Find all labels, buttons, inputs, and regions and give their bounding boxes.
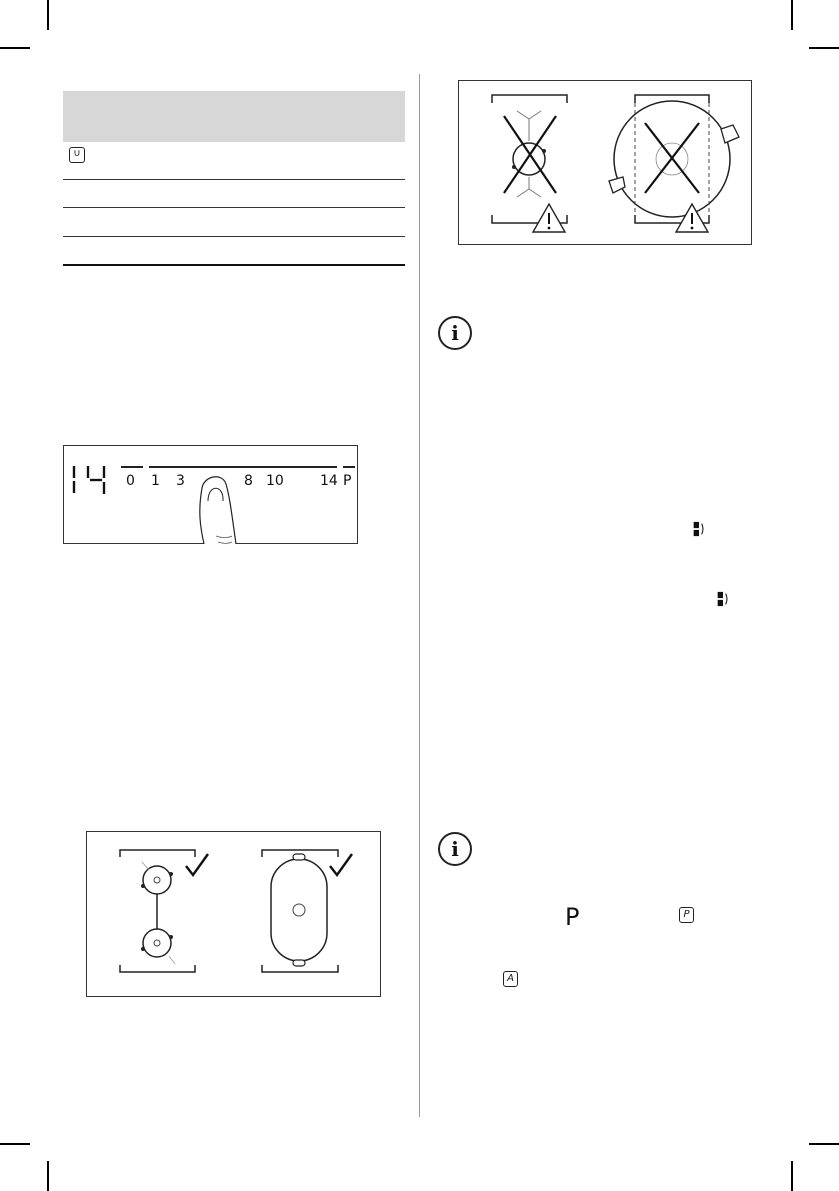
finger-icon — [174, 466, 254, 546]
table-row-divider — [63, 207, 405, 208]
info-icon: i — [438, 832, 472, 866]
warning-icon — [674, 201, 710, 235]
crop-mark-bottom-right-v — [791, 1161, 793, 1191]
crop-mark-bottom-left-v — [47, 1161, 49, 1191]
scale-label: 14 — [320, 473, 338, 489]
table-row-divider — [63, 236, 405, 237]
slider-track-end — [343, 466, 355, 468]
key-icon: ∪ — [69, 147, 85, 163]
p-key-icon: P — [679, 907, 694, 923]
segment-icon — [716, 591, 730, 607]
a-key-icon: A — [503, 971, 518, 987]
table-header — [63, 91, 405, 142]
scale-label: 0 — [126, 473, 135, 489]
crop-mark-top-left-h — [0, 47, 30, 49]
crop-mark-top-right-v — [791, 0, 793, 30]
warning-icon — [531, 201, 567, 235]
correct-cookware-illustration — [86, 831, 381, 997]
scale-label: 8 — [244, 473, 253, 489]
crop-mark-top-left-v — [47, 0, 49, 30]
column-divider — [419, 74, 420, 1117]
scale-label: 1 — [151, 473, 160, 489]
power-boost-symbol: P — [565, 903, 580, 931]
table-row-divider — [63, 179, 405, 180]
table-bottom-rule — [63, 264, 405, 266]
check-icon — [327, 851, 355, 879]
segment-icon — [692, 521, 706, 537]
incorrect-cookware-illustration — [458, 80, 752, 245]
scale-label: P — [343, 473, 352, 489]
seven-segment-display — [64, 446, 124, 506]
scale-label: 10 — [266, 473, 284, 489]
info-icon: i — [438, 316, 472, 350]
crop-mark-bottom-right-h — [809, 1143, 839, 1145]
control-panel-illustration — [63, 445, 358, 544]
slider-track-start — [121, 466, 143, 468]
scale-label: 3 — [176, 473, 185, 489]
crop-mark-bottom-left-h — [0, 1143, 30, 1145]
crop-mark-top-right-h — [809, 47, 839, 49]
check-icon — [183, 851, 211, 879]
